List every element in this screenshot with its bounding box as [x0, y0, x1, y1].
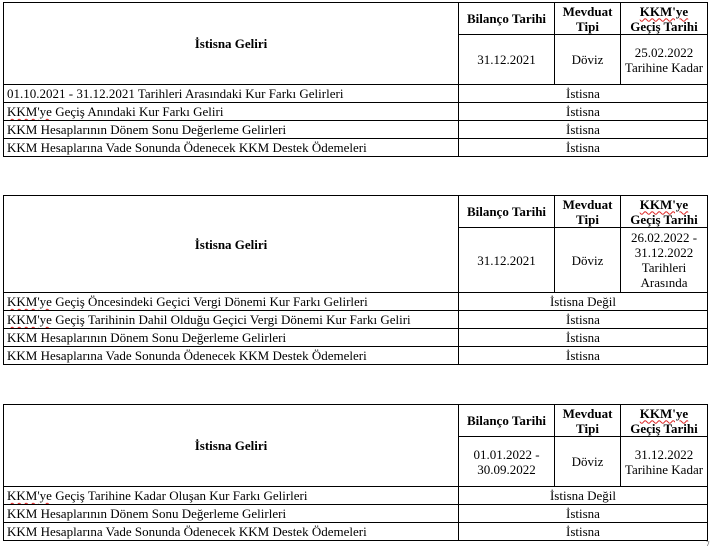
value-bilanco: 31.12.2021: [459, 35, 555, 85]
row-label: KKM Hesaplarına Vade Sonunda Ödenecek KKM Destek Ödemeleri: [4, 139, 459, 157]
table-title: İstisna Geliri: [4, 405, 459, 487]
header-kkm: [621, 196, 708, 228]
value-kkm: 31.12.2022 Tarihine Kadar: [621, 437, 708, 487]
header-kkm: [621, 405, 708, 437]
header-mevduat: Mevduat Tipi: [555, 3, 621, 35]
row-status: İstisna: [459, 139, 708, 157]
page-mark: 7: [706, 541, 710, 548]
row-label: KKM Hesaplarına Vade Sonunda Ödenecek KKM Destek Ödemeleri: [4, 347, 459, 365]
kkm-word: KKM'ye: [639, 196, 689, 212]
table-row: [4, 121, 708, 139]
table-row: [4, 523, 708, 541]
table-title: İstisna Geliri: [4, 196, 459, 293]
row-label: KKM Hesaplarının Dönem Sonu Değerleme Gelirleri: [4, 121, 459, 139]
row-status: İstisna: [459, 505, 708, 523]
value-bilanco: 31.12.2021: [459, 228, 555, 293]
kkm-header-label: Geçiş Tarihi: [630, 18, 698, 34]
value-mevduat: Döviz: [555, 437, 621, 487]
row-status: İstisna Değil: [459, 487, 708, 505]
value-mevduat: Döviz: [555, 35, 621, 85]
table-row: [4, 487, 708, 505]
table-1: [3, 2, 708, 157]
row-status: İstisna Değil: [459, 293, 708, 311]
value-kkm: 25.02.2022 Tarihine Kadar: [621, 35, 708, 85]
row-status: İstisna: [459, 347, 708, 365]
row-status: İstisna: [459, 311, 708, 329]
row-status: İstisna: [459, 121, 708, 139]
row-status: İstisna: [459, 103, 708, 121]
row-status: İstisna: [459, 329, 708, 347]
row-label: KKM Hesaplarının Dönem Sonu Değerleme Gelirleri: [4, 329, 459, 347]
kkm-header-label: Geçiş Tarihi: [630, 211, 698, 227]
table-title: İstisna Geliri: [4, 3, 459, 85]
header-bilanco: Bilanço Tarihi: [459, 3, 555, 35]
table-row: [4, 347, 708, 365]
table-row: [4, 103, 708, 121]
table-row: [4, 85, 708, 103]
kkm-word: KKM'ye: [639, 3, 689, 19]
row-label: 01.10.2021 - 31.12.2021 Tarihleri Arasındaki Kur Farkı Gelirleri: [4, 85, 459, 103]
table-row: [4, 293, 708, 311]
value-mevduat: Döviz: [555, 228, 621, 293]
table-row: [4, 139, 708, 157]
row-label: KKM'ye Geçiş Tarihinin Dahil Olduğu Geçici Vergi Dönemi Kur Farkı Geliri: [4, 311, 459, 329]
row-label: KKM'ye Geçiş Tarihine Kadar Oluşan Kur Farkı Gelirleri: [4, 487, 459, 505]
table-row: [4, 329, 708, 347]
value-bilanco: 01.01.2022 - 30.09.2022: [459, 437, 555, 487]
row-label: KKM Hesaplarının Dönem Sonu Değerleme Gelirleri: [4, 505, 459, 523]
kkm-header-label: Geçiş Tarihi: [630, 420, 698, 436]
row-label: KKM'ye Geçiş Anındaki Kur Farkı Geliri: [4, 103, 459, 121]
header-mevduat: Mevduat Tipi: [555, 196, 621, 228]
row-label: KKM Hesaplarına Vade Sonunda Ödenecek KKM Destek Ödemeleri: [4, 523, 459, 541]
kkm-word: KKM'ye: [639, 405, 689, 421]
table-row: [4, 505, 708, 523]
header-bilanco: Bilanço Tarihi: [459, 405, 555, 437]
table-2: [3, 195, 708, 365]
header-bilanco: Bilanço Tarihi: [459, 196, 555, 228]
header-mevduat: Mevduat Tipi: [555, 405, 621, 437]
row-status: İstisna: [459, 523, 708, 541]
table-3: [3, 404, 708, 541]
header-kkm: [621, 3, 708, 35]
row-label: KKM'ye Geçiş Öncesindeki Geçici Vergi Dönemi Kur Farkı Gelirleri: [4, 293, 459, 311]
table-row: [4, 311, 708, 329]
value-kkm: 26.02.2022 - 31.12.2022 Tarihleri Arasında: [621, 228, 708, 293]
row-status: İstisna: [459, 85, 708, 103]
